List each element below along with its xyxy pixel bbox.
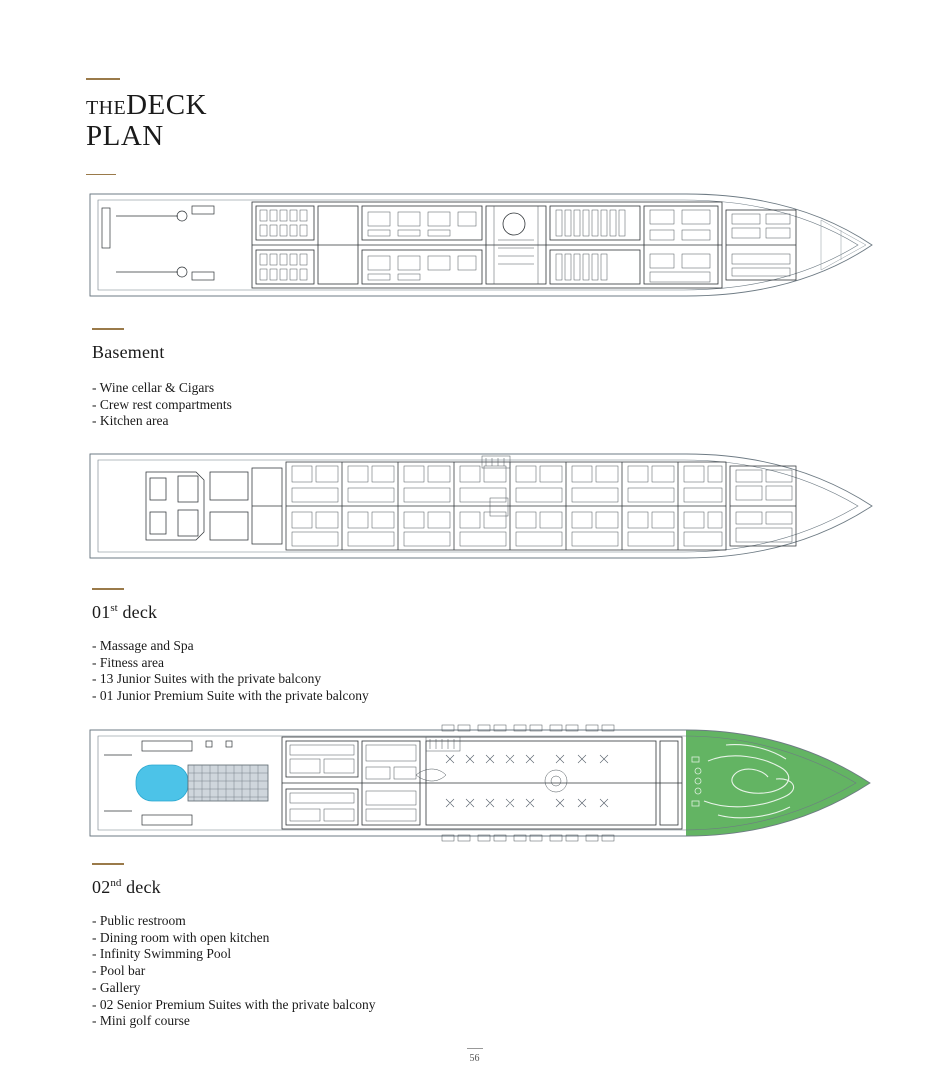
deck-02-heading-rule xyxy=(92,863,124,865)
list-item: - Mini golf course xyxy=(92,1013,190,1029)
title-bottom-rule xyxy=(86,174,116,176)
list-item: - 02 Senior Premium Suites with the private balcony xyxy=(92,996,376,1012)
deck-01-heading-rule xyxy=(92,588,124,590)
basement-feature-list xyxy=(92,380,232,430)
deck-02-word: deck xyxy=(121,877,161,897)
deck-01-feature-list xyxy=(92,638,369,705)
deck-diagram-02 xyxy=(86,715,876,850)
list-item: - Pool bar xyxy=(92,963,146,979)
deck-02-svg xyxy=(86,715,876,850)
list-item: - Gallery xyxy=(92,979,141,995)
deck-diagram-basement xyxy=(86,180,876,310)
page-number: 56 xyxy=(469,1053,480,1064)
basement-heading-rule xyxy=(92,328,124,330)
deck-01-svg xyxy=(86,438,876,573)
section-heading-basement: Basement xyxy=(92,342,165,362)
list-item: - Dining room with open kitchen xyxy=(92,929,270,945)
list-item: - 01 Junior Premium Suite with the private balcony xyxy=(92,688,369,704)
title-top-rule xyxy=(86,78,120,80)
list-item: - Kitchen area xyxy=(92,413,169,429)
list-item: - 13 Junior Suites with the private balcony xyxy=(92,671,322,687)
section-heading-deck-01 xyxy=(92,592,157,623)
list-item: - Infinity Swimming Pool xyxy=(92,946,232,962)
deck-01-ordinal: st xyxy=(110,602,118,614)
list-item: - Massage and Spa xyxy=(92,638,194,653)
list-item: - Wine cellar & Cigars xyxy=(92,380,215,395)
page-footer xyxy=(0,1048,949,1064)
section-heading-deck-02 xyxy=(92,867,161,898)
title-word-deck: DECK xyxy=(126,89,208,121)
section-deck-02 xyxy=(0,715,949,1029)
deck-diagram-01 xyxy=(86,438,876,573)
section-deck-01 xyxy=(0,438,949,704)
deck-02-number: 02 xyxy=(92,877,111,897)
deck-01-word: deck xyxy=(117,602,158,622)
section-basement xyxy=(0,180,949,429)
list-item: - Public restroom xyxy=(92,913,186,928)
deck-02-ordinal: nd xyxy=(110,877,122,889)
list-item: - Fitness area xyxy=(92,654,164,670)
page-title-line-2: PLAN xyxy=(86,120,164,153)
basement-deck-svg xyxy=(86,180,876,310)
page-title-block xyxy=(86,78,486,175)
deck-02-feature-list xyxy=(92,913,375,1030)
footer-rule xyxy=(467,1048,483,1049)
list-item: - Crew rest compartments xyxy=(92,396,232,412)
page-title-line-1 xyxy=(86,90,486,120)
deck-01-number: 01 xyxy=(92,602,111,622)
title-word-the: THE xyxy=(86,97,127,119)
